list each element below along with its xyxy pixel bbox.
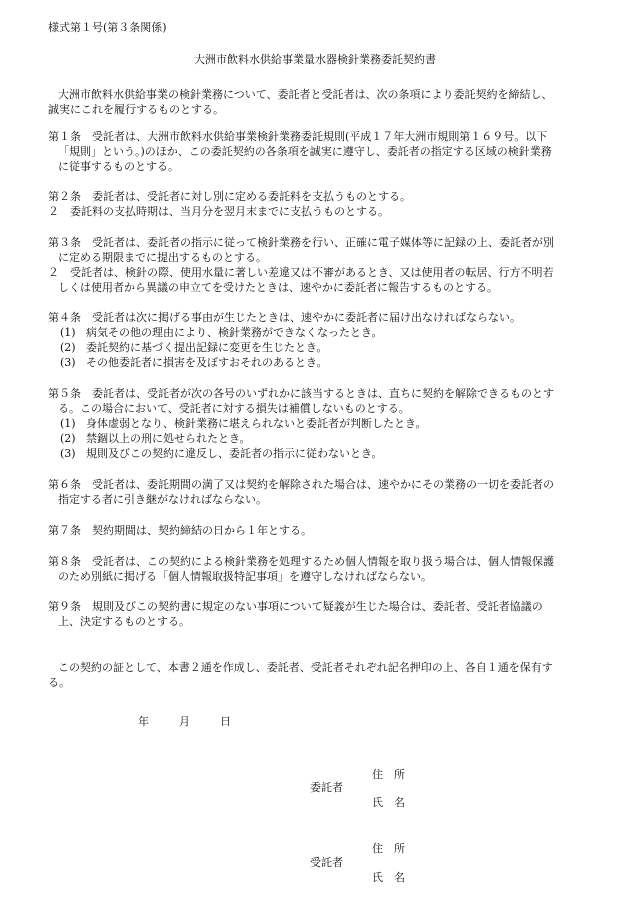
contractor-label: 受託者 [310,856,343,869]
article-7 [48,523,588,538]
article-line: 第７条 契約期間は、契約締結の日から１年とする。 [48,524,312,537]
list-item [48,355,588,370]
article-line: 第９条 規則及びこの契約書に規定のない事項について疑義が生じた場合は、委託者、受託者協議の [48,600,543,613]
list-item [48,340,588,355]
article-1 [48,129,588,174]
contractor-address-label: 住 所 [372,842,405,855]
article-line: に従事するものとする。 [58,160,179,173]
entrustor-name-label: 氏 名 [372,796,405,809]
closing-line: この契約の証として、本書２通を作成し、委託者、受託者それぞれ記名押印の上、各自１通を保有す [58,661,553,674]
article-line: 第３条 受託者は、委託者の指示に従って検針業務を行い、正確に電子媒体等に記録の上、委託者が別 [48,236,554,249]
article-6 [48,477,588,507]
item-text: 身体虚弱となり、検針業務に堪えられないと委託者が判断したとき。 [86,417,427,430]
closing-statement [48,660,588,690]
contract-date [138,714,231,729]
entrustor-label: 委託者 [310,781,343,794]
date-year: 年 [138,715,149,728]
item-text: 規則及びこの契約に違反し、委託者の指示に従わないとき。 [86,447,383,460]
article-line: 第８条 受託者は、この契約による検針業務を処理するため個人情報を取り扱う場合は、個人情報保護 [48,555,554,568]
article-line: 第６条 受託者は、委託期間の満了又は契約を解除された場合は、速やかにその業務の一切を委託者の [48,478,554,491]
item-number: (3) [60,447,76,460]
article-line: る。この場合において、受託者に対する損失は補償しないものとする。 [58,402,410,415]
article-line: 第２条 委託者は、受託者に対し別に定める委託料を支払うものとする。 [48,190,411,203]
list-item [48,325,588,340]
article-line: ２ 受託者は、検針の際、使用水量に著しい差違又は不審があるとき、又は使用者の転居、行方不明若 [48,266,554,279]
list-item [48,416,588,431]
item-number: (2) [60,432,76,445]
article-5 [48,386,588,461]
item-number: (3) [60,356,76,369]
item-text: 禁錮以上の刑に処せられたとき。 [86,432,251,445]
article-line: 第５条 委託者は、受託者が次の各号のいずれかに該当するときは、直ちに契約を解除できるものとす [48,387,554,400]
article-line: 「規則」という。)のほか、この委託契約の各条項を誠実に遵守し、委託者の指定する区域の検針業務 [58,145,552,158]
closing-line: る。 [48,676,70,689]
article-2 [48,189,588,219]
article-line: のため別紙に掲げる「個人情報取扱特記事項」を遵守しなければならない。 [58,570,432,583]
article-3 [48,235,588,295]
item-number: (1) [60,417,76,430]
item-text: 病気その他の理由により、検針業務ができなくなったとき。 [86,326,383,339]
list-item [48,431,588,446]
article-line: ２ 委託料の支払時期は、当月分を翌月末までに支払うものとする。 [48,205,389,218]
item-number: (1) [60,326,76,339]
article-9 [48,599,588,629]
article-line: に定める期限までに提出するものとする。 [58,251,267,264]
article-8 [48,554,588,584]
item-number: (2) [60,341,76,354]
item-text: その他委託者に損害を及ぼすおそれのあるとき。 [86,356,328,369]
item-text: 委託契約に基づく提出記録に変更を生じたとき。 [86,341,328,354]
article-4 [48,310,588,370]
article-line: 第４条 受託者は次に掲げる事由が生じたときは、速やかに委託者に届け出なければならない。 [48,311,521,324]
form-label: 様式第１号(第３条関係) [48,21,167,34]
list-item [48,446,588,461]
entrustor-address-label: 住 所 [372,768,405,781]
document-title: 大洲市飲料水供給事業量水器検針業務委託契約書 [194,53,436,66]
contractor-name-label: 氏 名 [372,871,405,884]
article-line: しくは使用者から異議の申立てを受けたときは、速やかに委託者に報告するものとする。 [58,281,498,294]
date-day: 日 [220,715,231,728]
article-line: 上、決定するものとする。 [58,615,190,628]
date-month: 月 [179,715,190,728]
preamble-line: 大洲市飲料水供給事業の検針業務について、委託者と受託者は、次の条項により委託契約を締結し、 [58,88,553,101]
preamble-line: 誠実にこれを履行するものとする。 [48,103,224,116]
article-line: 第１条 受託者は、大洲市飲料水供給事業検針業務委託規則(平成１７年大洲市規則第１６９号。以下 [48,130,548,143]
preamble [48,87,588,117]
article-line: 指定する者に引き継がなければならない。 [58,493,267,506]
